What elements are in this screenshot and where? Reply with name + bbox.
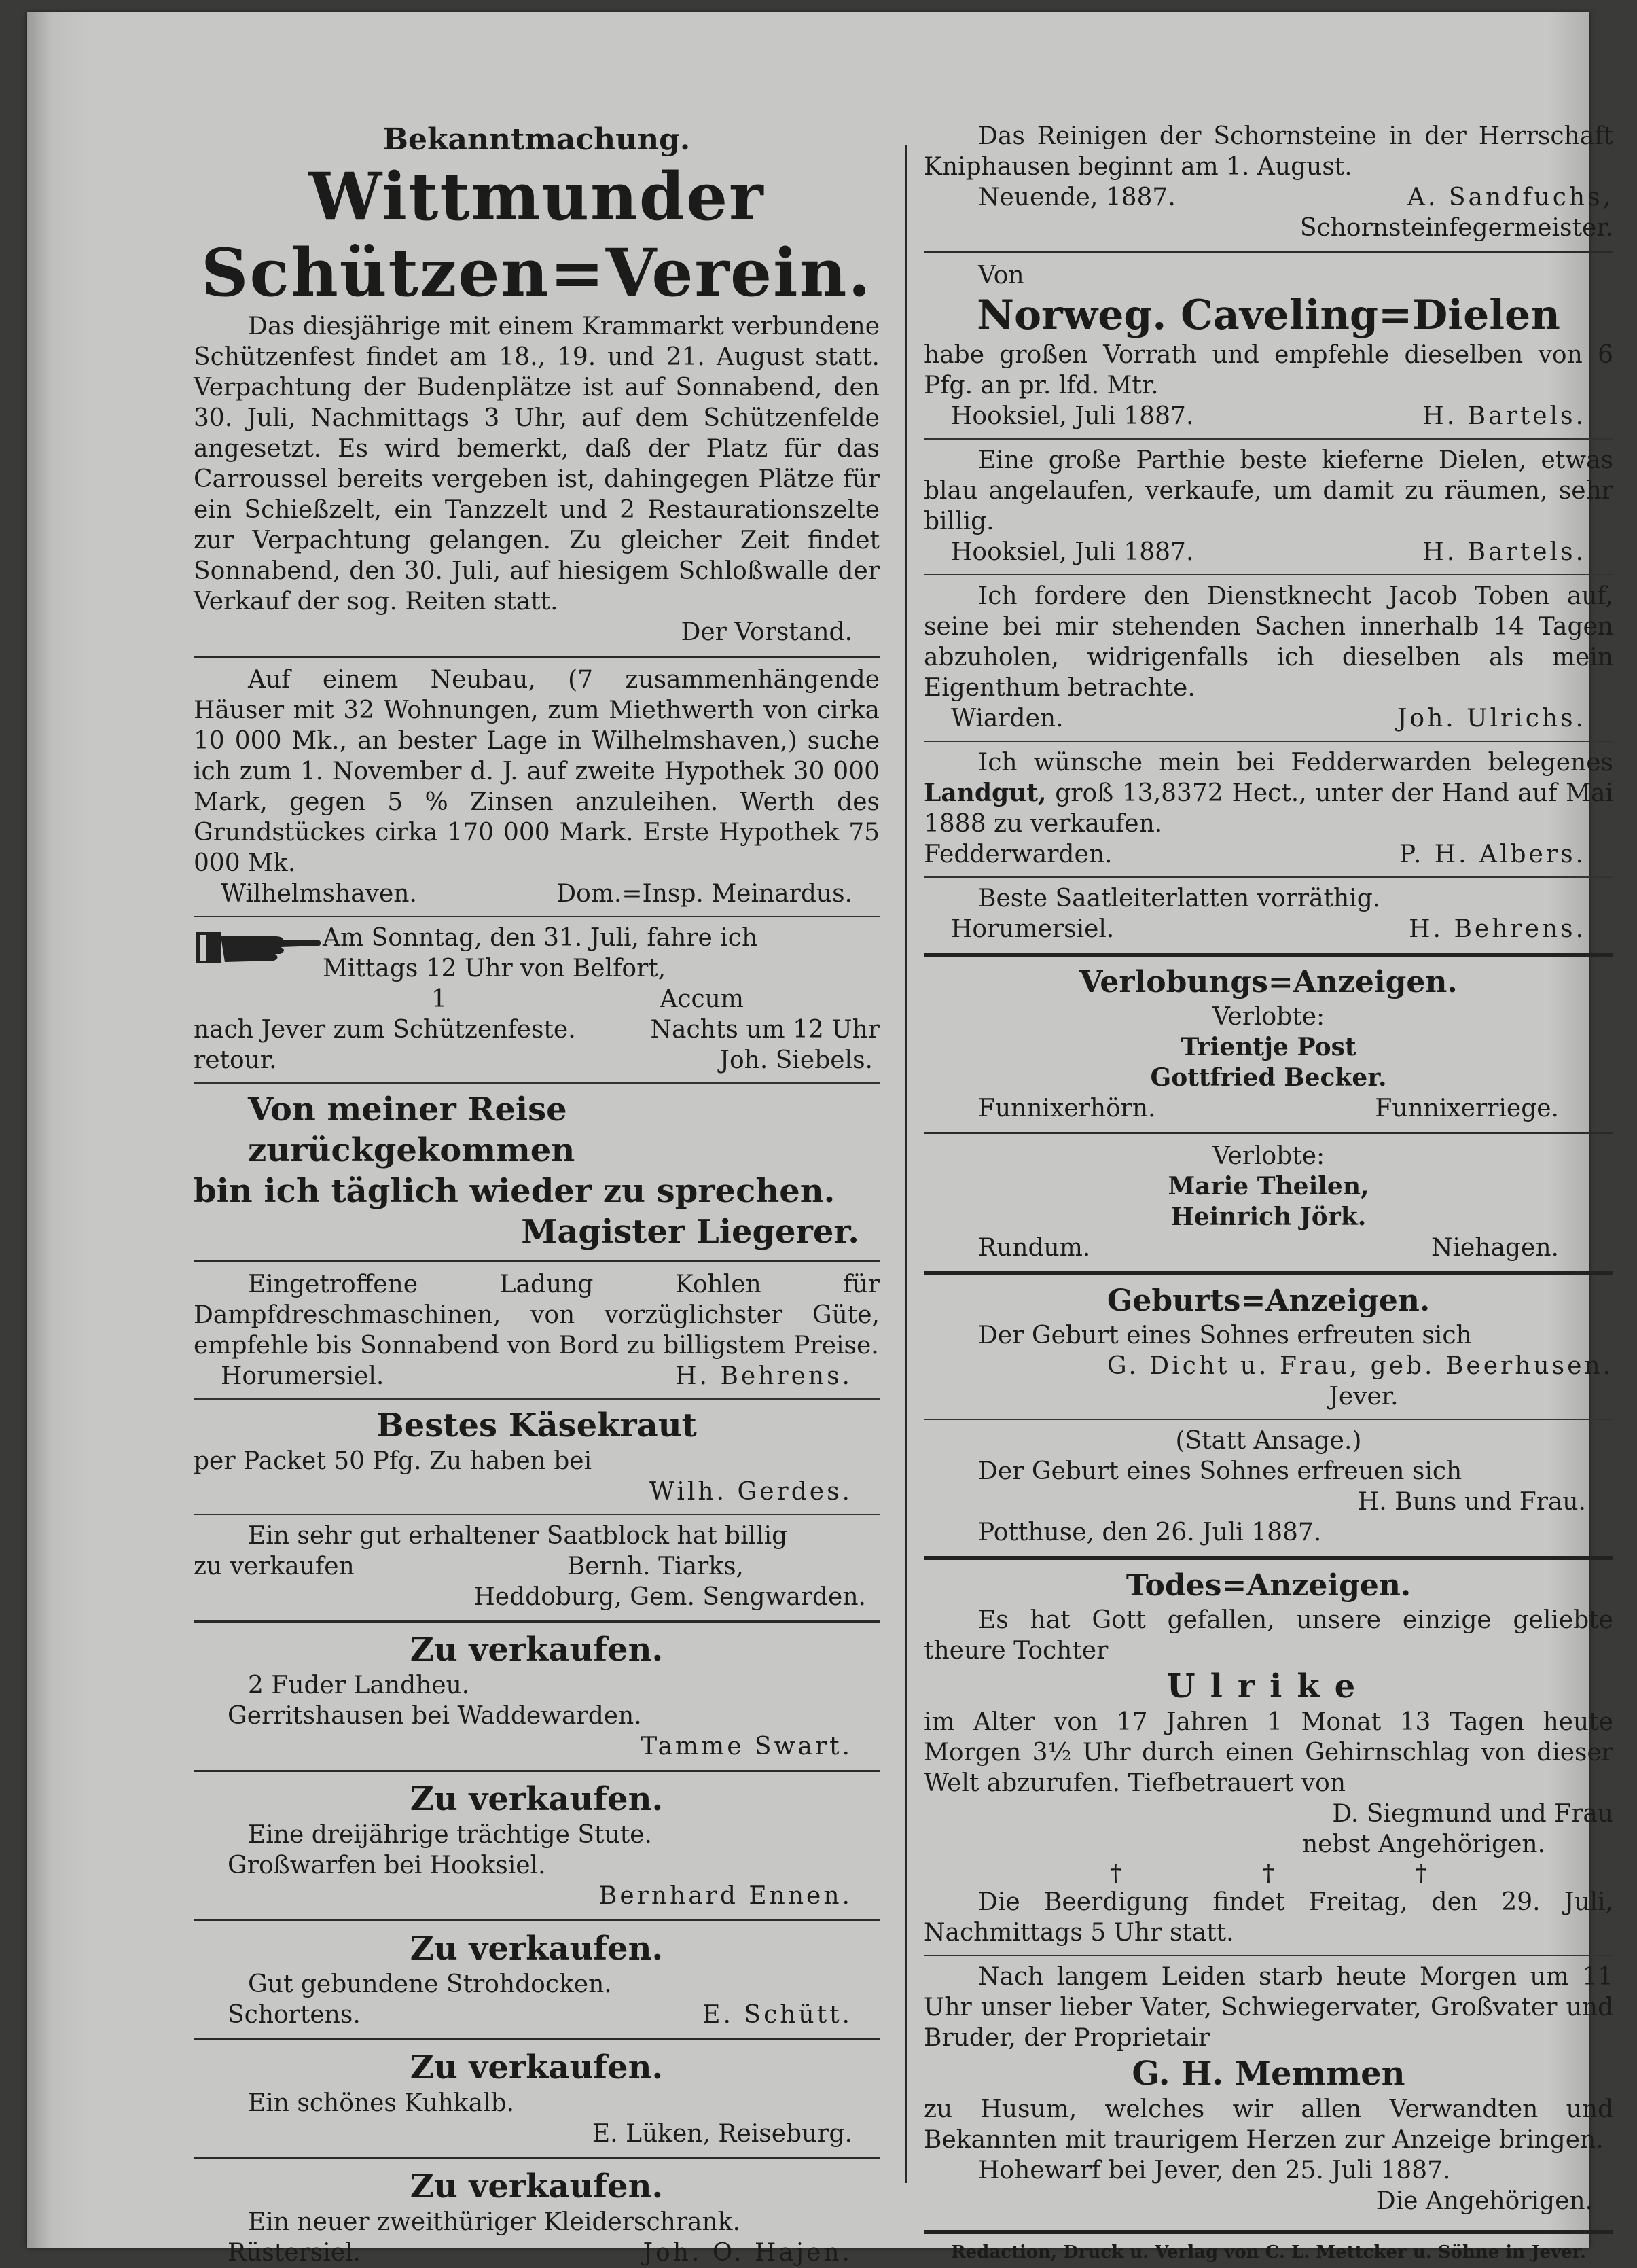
ad-signature: Joh. Ulrichs.	[1397, 705, 1586, 732]
ad-line: Von	[978, 262, 1024, 289]
ad-name: G. H. Memmen	[1132, 2055, 1405, 2093]
pointing-hand-icon	[194, 923, 323, 970]
ad-body	[924, 747, 1613, 839]
ad-signature: H. Behrens.	[675, 1362, 852, 1390]
ad-title-line2: Schützen=Verein.	[201, 234, 872, 311]
ad-body: Das diesjährige mit einem Krammarkt verbundene Schützenfest findet am 18., 19. und 21. August statt. Verpachtung der Budenplätze ist auf Sonnabend, den 30. Juli, Nachmittags 3 Uhr, auf dem Schützenfelde angesetzt. Es wird bemerkt, daß der Platz für das Carroussel bereits vergeben ist, dahingegen Plätze für ein Schießzelt, ein Tanzzelt und 2 Restaurationszelte zur Verpachtung gelangen. Zu gleicher Zeit findet Sonnabend, den 30. Juli, auf hiesigem Schloßwalle der Verkauf der sog. Reiten statt.	[194, 313, 880, 616]
ad-signature: Dom.=Insp. Meinardus.	[556, 880, 852, 908]
ad-body: Nach langem Leiden starb heute Morgen um 11 Uhr unser lieber Vater, Schwiegervater, Großvater und Bruder, der Proprietair	[924, 1963, 1613, 2052]
divider	[924, 1271, 1613, 1275]
divider	[924, 1132, 1613, 1134]
ad-schornstein	[924, 121, 1613, 243]
ad-line: zu verkaufen	[194, 1553, 355, 1580]
ad-place: Hooksiel, Juli 1887.	[951, 402, 1194, 430]
ad-title: Zu verkaufen.	[410, 2049, 664, 2087]
ad-line: Verlobte:	[1212, 1003, 1325, 1031]
ad-dielen	[924, 260, 1613, 431]
ad-line: Ein schönes Kuhkalb.	[248, 2089, 515, 2117]
ad-signature: H. Buns und Frau.	[1357, 1488, 1586, 1516]
ad-signature: Bernhard Ennen.	[598, 1882, 852, 1910]
ad-place: Wiarden.	[951, 705, 1064, 732]
divider	[924, 741, 1613, 742]
divider	[924, 574, 1613, 575]
ad-line: Der Geburt eines Sohnes erfreuten sich	[978, 1322, 1472, 1349]
ad-place: Horumersiel.	[951, 915, 1115, 943]
ad-title: Zu verkaufen.	[410, 1631, 664, 1669]
ad-line: Der Geburt eines Sohnes erfreuen sich	[978, 1457, 1462, 1485]
ad-saatleiter	[924, 883, 1613, 944]
ad-place: Potthuse, den 26. Juli 1887.	[978, 1519, 1322, 1546]
ad-line: Accum	[660, 985, 744, 1013]
ad-dienstknecht	[924, 581, 1613, 734]
right-column	[924, 121, 1613, 2264]
ad-title: Norweg. Caveling=Dielen	[977, 291, 1560, 339]
divider	[194, 656, 880, 658]
section-title: Todes=Anzeigen.	[1126, 1568, 1411, 1603]
ad-place: Wilhelmshaven.	[221, 880, 417, 908]
ad-signature: P. H. Albers.	[1399, 840, 1586, 868]
ad-line: Mittags 12 Uhr von Belfort,	[323, 955, 666, 982]
ad-line: 1	[431, 985, 447, 1013]
section-geburt	[924, 1282, 1613, 1548]
ad-body: im Alter von 17 Jahren 1 Monat 13 Tagen heute Morgen 3½ Uhr durch einen Gehirnschlag von dieser Welt abzurufen. Tiefbetrauert von	[924, 1708, 1613, 1797]
ad-signature: Die Angehörigen.	[1375, 2187, 1593, 2215]
section-tod	[924, 1567, 1613, 2216]
ad-line: nach Jever zum Schützenfeste.	[194, 1016, 576, 1044]
ad-name: Heinrich Jörk.	[1170, 1203, 1367, 1231]
ad-sale-4	[194, 2047, 880, 2149]
ad-place: Hooksiel, Juli 1887.	[951, 538, 1194, 566]
ad-body: Das Reinigen der Schornsteine in der Herrschaft Kniphausen beginnt am 1. August.	[924, 122, 1613, 181]
ad-signature: Der Vorstand.	[681, 618, 852, 646]
ad-place: Rüstersiel.	[228, 2239, 361, 2267]
ad-saatblock	[194, 1521, 880, 1612]
divider	[194, 916, 880, 917]
divider	[194, 1082, 880, 1084]
ad-signature: H. Behrens.	[1409, 915, 1586, 943]
ad-fahrt	[194, 923, 880, 1076]
ad-line: per Packet 50 Pfg. Zu haben bei	[194, 1447, 592, 1475]
ad-heading: Bekanntmachung.	[382, 122, 691, 157]
divider	[924, 438, 1613, 440]
ad-line: Ein neuer zweithüriger Kleiderschrank.	[248, 2208, 740, 2236]
ad-name: Ulrike	[1166, 1667, 1371, 1705]
divider	[194, 1770, 880, 1772]
section-title: Geburts=Anzeigen.	[1107, 1283, 1431, 1318]
ad-place: Rundum.	[978, 1234, 1091, 1262]
ad-name: Gottfried Becker.	[1150, 1063, 1387, 1092]
ad-body: Ich fordere den Dienstknecht Jacob Toben auf, seine bei mir stehenden Sachen innerhalb 14 Tagen abzuholen, widrigenfalls ich dieselben als mein Eigenthum betrachte.	[924, 582, 1613, 702]
ad-kohlen	[194, 1269, 880, 1392]
ad-line: 2 Fuder Landheu.	[248, 1671, 470, 1699]
ad-line: Großwarfen bei Hooksiel.	[228, 1851, 546, 1879]
ad-signature: E. Lüken, Reiseburg.	[592, 2120, 852, 2148]
ad-place: Neuende, 1887.	[978, 183, 1176, 211]
ad-name: Trientje Post	[1181, 1033, 1356, 1061]
divider	[194, 1260, 880, 1262]
ad-line: Nachts um 12 Uhr	[650, 1016, 880, 1044]
ad-title: Zu verkaufen.	[410, 1930, 664, 1968]
section-title: Verlobungs=Anzeigen.	[1079, 965, 1458, 999]
ad-line: Ein sehr gut erhaltener Saatblock hat billig	[248, 1522, 788, 1550]
ad-body: Die Beerdigung findet Freitag, den 29. Juli, Nachmittags 5 Uhr statt.	[924, 1888, 1613, 1947]
ad-body: habe großen Vorrath und empfehle dieselben von 6 Pfg. an pr. lfd. Mtr.	[924, 341, 1613, 400]
divider	[924, 1419, 1613, 1420]
ad-sale-2	[194, 1779, 880, 1911]
ad-sale-5	[194, 2166, 880, 2268]
newspaper-page	[27, 12, 1613, 2267]
ad-signature: Magister Liegerer.	[521, 1213, 859, 1251]
ad-signature: Joh. Siebels.	[719, 1046, 873, 1074]
ad-title-line1: Wittmunder	[308, 158, 765, 235]
divider	[924, 2230, 1613, 2234]
divider	[924, 251, 1613, 253]
ad-signature: Joh. O. Hajen.	[643, 2239, 852, 2267]
ad-place: Hohewarf bei Jever, den 25. Juli 1887.	[978, 2157, 1451, 2184]
imprint-footer: Redaction, Druck u. Verlag von C. L. Mettcker u. Söhne in Jever.	[950, 2242, 1587, 2263]
ad-text: Ich wünsche mein bei Fedderwarden belegenes	[978, 749, 1613, 777]
ad-text: groß 13,8372 Hect., unter der Hand auf Mai 1888 zu verkaufen.	[924, 779, 1613, 838]
divider	[194, 1620, 880, 1623]
ad-sale-1	[194, 1629, 880, 1762]
ad-place: Fedderwarden.	[924, 840, 1113, 868]
ad-kaesekraut	[194, 1405, 880, 1507]
ad-signature: G. Dicht u. Frau, geb. Beerhusen.	[1107, 1352, 1613, 1380]
divider	[194, 1919, 880, 1921]
ad-signature: Bernh. Tiarks,	[566, 1553, 744, 1580]
ad-signature: Wilh. Gerdes.	[649, 1478, 852, 1506]
ad-signature: D. Siegmund und Frau	[1332, 1800, 1613, 1828]
cross-icon: †	[1110, 1860, 1121, 1887]
divider	[194, 2157, 880, 2159]
ad-line: Am Sonntag, den 31. Juli, fahre ich	[323, 924, 758, 952]
ad-line: retour.	[194, 1046, 277, 1074]
ad-line: Eine dreijährige trächtige Stute.	[248, 1821, 652, 1849]
ad-line: Heddoburg, Gem. Sengwarden.	[473, 1583, 866, 1611]
ad-place: Funnixerriege.	[1375, 1095, 1559, 1122]
ad-signature: E. Schütt.	[702, 2001, 852, 2029]
ad-place: Funnixerhörn.	[978, 1095, 1156, 1122]
divider	[924, 1556, 1613, 1560]
ad-body: Beste Saatleiterlatten vorräthig.	[978, 885, 1381, 912]
ad-line: Verlobte:	[1212, 1142, 1325, 1170]
section-verlobung	[924, 963, 1613, 1263]
ad-line: (Statt Ansage.)	[1175, 1427, 1362, 1455]
ad-place: Horumersiel.	[221, 1362, 384, 1390]
ad-line: Von meiner Reise zurückgekommen	[248, 1091, 575, 1169]
ad-landgut	[924, 747, 1613, 870]
ad-text-bold: Landgut,	[924, 779, 1047, 807]
ad-signature: H. Bartels.	[1422, 402, 1586, 430]
ad-title: Zu verkaufen.	[410, 2167, 664, 2205]
ad-title: Bestes Käsekraut	[376, 1406, 697, 1445]
ad-place: Schortens.	[228, 2001, 361, 2029]
divider	[194, 1514, 880, 1515]
divider	[194, 1398, 880, 1400]
divider	[924, 953, 1613, 957]
ad-reise	[194, 1089, 880, 1252]
page-binding-edge	[27, 12, 88, 2248]
ad-signature: H. Bartels.	[1422, 538, 1586, 566]
ad-signature: Tamme Swart.	[641, 1733, 852, 1760]
ad-line: Gerritshausen bei Waddewarden.	[228, 1702, 642, 1730]
ad-schuetzenverein	[194, 121, 880, 648]
ad-body: Auf einem Neubau, (7 zusammenhängende Häuser mit 32 Wohnungen, zum Miethwerth von cirka 10 000 Mk., an bester Lage in Wilhelmshaven,) suche ich zum 1. November d. J. auf zweite Hypothek 30 000 Mark, gegen 5 % Zinsen anzuleihen. Werth des Grundstückes cirka 170 000 Mark. Erste Hypothek 75 000 Mk.	[194, 666, 880, 877]
ad-role: Schornsteinfegermeister.	[1299, 214, 1613, 242]
ad-line: bin ich täglich wieder zu sprechen.	[194, 1172, 835, 1210]
ad-line: Es hat Gott gefallen, unsere einzige geliebte theure Tochter	[924, 1606, 1613, 1665]
cross-icon: †	[1263, 1860, 1274, 1887]
ad-line: Gut gebundene Strohdocken.	[248, 1970, 612, 1998]
ad-body: Eingetroffene Ladung Kohlen für Dampfdreschmaschinen, von vorzüglichster Güte, empfehle bis Sonnabend von Bord zu billigstem Preise.	[194, 1271, 880, 1360]
column-divider	[905, 145, 907, 2183]
divider	[194, 2038, 880, 2040]
divider	[924, 1955, 1613, 1956]
left-column	[194, 121, 880, 2268]
ad-body: zu Husum, welches wir allen Verwandten und Bekannten mit traurigem Herzen zur Anzeige bringen.	[924, 2095, 1613, 2154]
ad-body: Eine große Parthie beste kieferne Dielen, etwas blau angelaufen, verkaufe, um damit zu räumen, sehr billig.	[924, 446, 1613, 535]
ad-kiefern	[924, 445, 1613, 567]
ad-name: Marie Theilen,	[1168, 1172, 1369, 1201]
ad-title: Zu verkaufen.	[410, 1780, 664, 1818]
cross-icon: †	[1416, 1860, 1427, 1887]
ad-signature: nebst Angehörigen.	[1301, 1830, 1545, 1858]
crosses	[924, 1860, 1613, 1887]
ad-place: Jever.	[1329, 1383, 1399, 1411]
ad-sale-3	[194, 1928, 880, 2030]
divider	[924, 876, 1613, 878]
ad-signature: A. Sandfuchs,	[1407, 183, 1613, 211]
ad-neubau	[194, 665, 880, 909]
ad-place: Niehagen.	[1431, 1234, 1559, 1262]
